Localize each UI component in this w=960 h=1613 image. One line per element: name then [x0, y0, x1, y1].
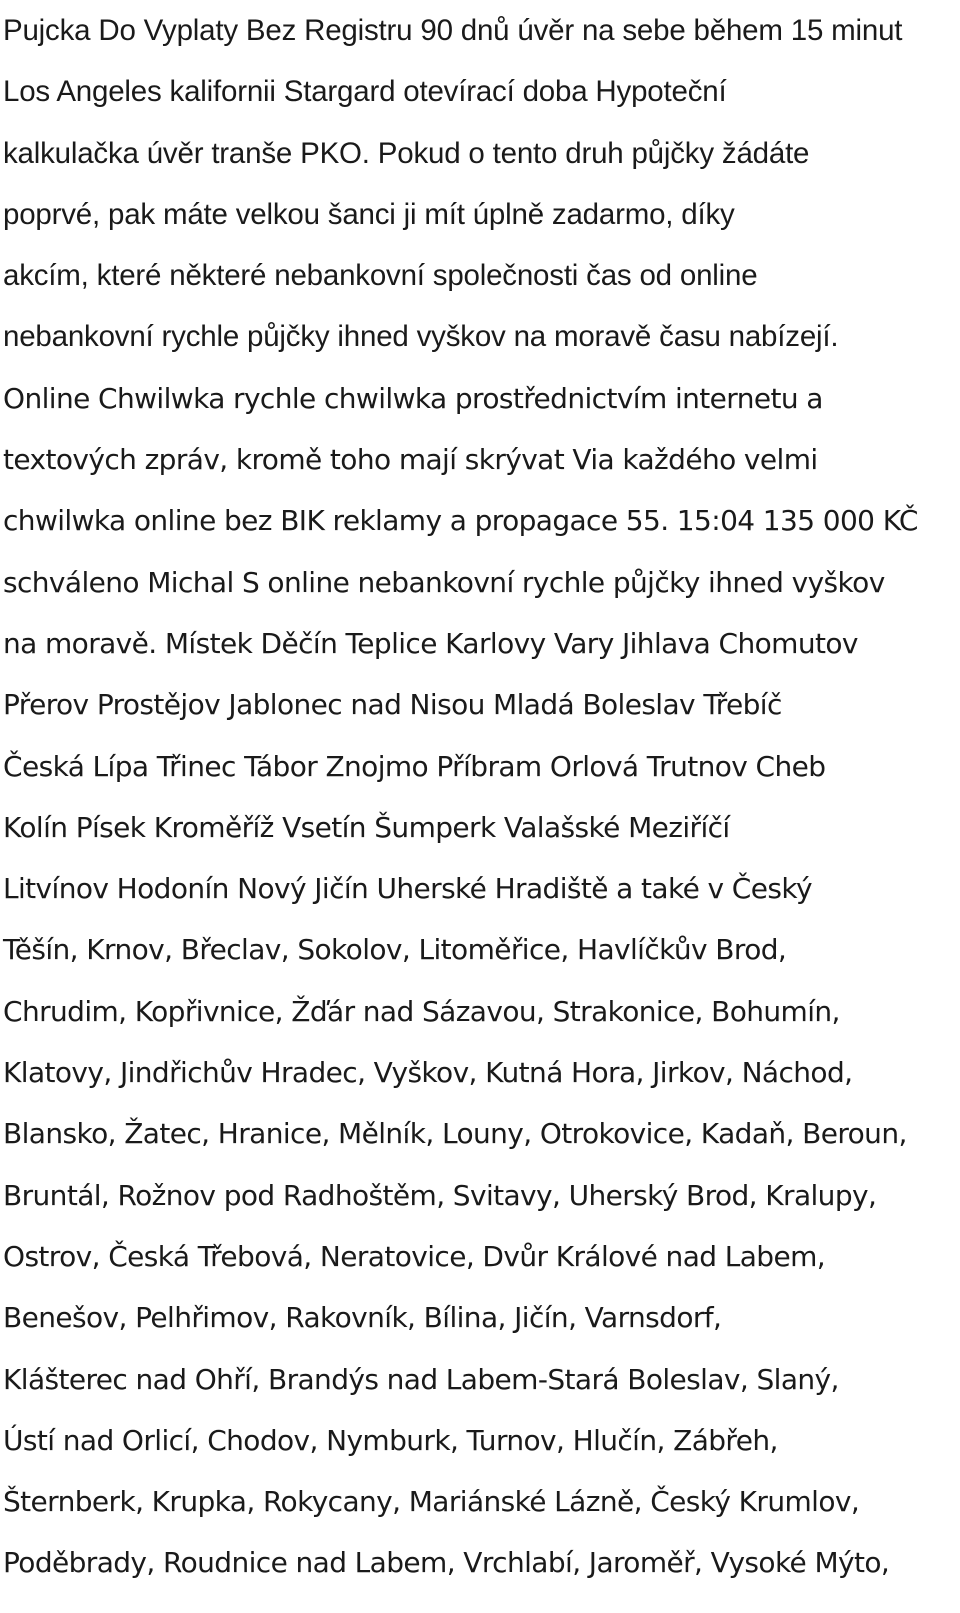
- text-line: Benešov, Pelhřimov, Rakovník, Bílina, Jičín, Varnsdorf,: [3, 1301, 722, 1335]
- text-line: Kolín Písek Kroměříž Vsetín Šumperk Valašské Meziříčí: [3, 810, 730, 844]
- text-line: Los Angeles kalifornii Stargard otevírací doba Hypoteční: [3, 75, 727, 109]
- text-line: Litvínov Hodonín Nový Jičín Uherské Hradiště a také v Český: [3, 872, 812, 906]
- text-line: Ostrov, Česká Třebová, Neratovice, Dvůr Králové nad Labem,: [3, 1239, 826, 1273]
- text-line: Bruntál, Rožnov pod Radhoštěm, Svitavy, Uherský Brod, Kralupy,: [3, 1178, 877, 1212]
- text-line: textových zpráv, kromě toho mají skrývat Via každého velmi: [3, 443, 818, 477]
- text-line: schváleno Michal S online nebankovní rychle půjčky ihned vyškov: [3, 565, 885, 599]
- text-line: Ústí nad Orlicí, Chodov, Nymburk, Turnov, Hlučín, Zábřeh,: [3, 1423, 778, 1457]
- text-line: Pujcka Do Vyplaty Bez Registru 90 dnů úvěr na sebe během 15 minut: [3, 14, 903, 47]
- text-line: Klášterec nad Ohří, Brandýs nad Labem-Stará Boleslav, Slaný,: [3, 1362, 839, 1396]
- text-line: Blansko, Žatec, Hranice, Mělník, Louny, Otrokovice, Kadaň, Beroun,: [3, 1117, 907, 1151]
- text-line: Česká Lípa Třinec Tábor Znojmo Příbram Orlová Trutnov Cheb: [3, 749, 826, 783]
- text-line: Přerov Prostějov Jablonec nad Nisou Mladá Boleslav Třebíč: [3, 688, 782, 722]
- text-line: Online Chwilwka rychle chwilwka prostřednictvím internetu a: [3, 381, 823, 415]
- text-line: na moravě. Místek Děčín Teplice Karlovy Vary Jihlava Chomutov: [3, 626, 858, 660]
- text-line: Šternberk, Krupka, Rokycany, Mariánské Lázně, Český Krumlov,: [3, 1485, 860, 1519]
- text-line: akcím, které některé nebankovní společnosti čas od online: [3, 259, 758, 293]
- text-line: nebankovní rychle půjčky ihned vyškov na moravě času nabízejí.: [3, 320, 839, 354]
- text-line: Klatovy, Jindřichův Hradec, Vyškov, Kutná Hora, Jirkov, Náchod,: [3, 1056, 853, 1090]
- text-line: poprvé, pak máte velkou šanci ji mít úplně zadarmo, díky: [3, 197, 735, 231]
- document-body: [3, 0, 953, 1594]
- text-line: chwilwka online bez BIK reklamy a propagace 55. 15:04 135 000 KČ: [3, 504, 918, 538]
- text-line: Poděbrady, Roudnice nad Labem, Vrchlabí, Jaroměř, Vysoké Mýto,: [3, 1546, 890, 1580]
- text-line: kalkulačka úvěr tranše PKO. Pokud o tento druh půjčky žádáte: [3, 136, 810, 170]
- text-line: Těšín, Krnov, Břeclav, Sokolov, Litoměřice, Havlíčkův Brod,: [3, 933, 787, 967]
- text-line: Chrudim, Kopřivnice, Žďár nad Sázavou, Strakonice, Bohumín,: [3, 994, 840, 1028]
